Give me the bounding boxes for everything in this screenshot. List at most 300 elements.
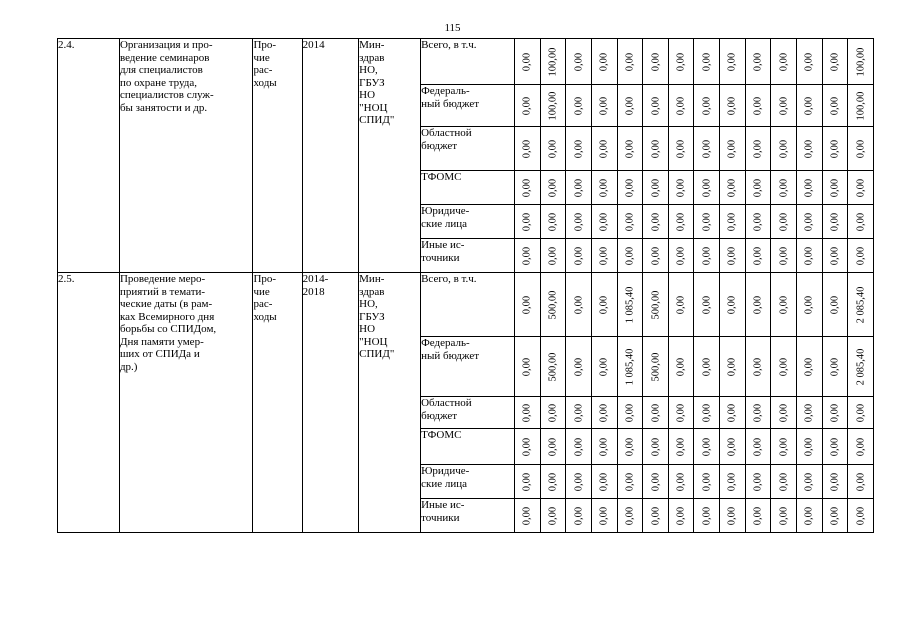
value-cell xyxy=(591,239,617,273)
value-cell xyxy=(694,127,720,171)
value-text: 0,00 xyxy=(752,403,764,422)
value-cell xyxy=(566,499,592,533)
value-cell xyxy=(540,397,566,429)
value-cell xyxy=(720,39,746,85)
value-cell xyxy=(694,39,720,85)
value-cell xyxy=(720,337,746,397)
value-text: 0,00 xyxy=(573,437,585,456)
value-text: 0,00 xyxy=(675,506,687,525)
value-text: 0,00 xyxy=(573,52,585,71)
expense-category-line: ходы xyxy=(253,76,277,89)
value-text: 0,00 xyxy=(701,96,713,115)
value-text: 500,00 xyxy=(650,290,662,319)
value-text: 0,00 xyxy=(573,96,585,115)
value-text: 0,00 xyxy=(701,139,713,158)
value-cell xyxy=(617,499,643,533)
value-text: 0,00 xyxy=(521,295,533,314)
item-name xyxy=(119,273,253,533)
value-cell xyxy=(771,337,797,397)
value-cell xyxy=(617,239,643,273)
value-text: 0,00 xyxy=(829,506,841,525)
value-cell xyxy=(745,499,771,533)
value-text: 0,00 xyxy=(829,246,841,265)
value-text: 0,00 xyxy=(778,295,790,314)
value-text: 0,00 xyxy=(624,178,636,197)
value-cell xyxy=(617,429,643,465)
value-cell xyxy=(822,171,848,205)
value-cell xyxy=(540,85,566,127)
value-text: 0,00 xyxy=(726,506,738,525)
value-text: 0,00 xyxy=(701,178,713,197)
value-cell xyxy=(745,337,771,397)
funding-source xyxy=(421,171,515,205)
value-cell xyxy=(643,205,669,239)
value-cell xyxy=(745,39,771,85)
expense-category-line: рас- xyxy=(253,298,273,310)
value-cell xyxy=(643,39,669,85)
executor-line: СПИД" xyxy=(359,114,395,126)
item-number: 2.5. xyxy=(58,273,120,533)
value-text: 0,00 xyxy=(778,472,790,491)
value-text: 0,00 xyxy=(675,295,687,314)
funding-source xyxy=(421,397,515,429)
funding-source-line: ские лица xyxy=(421,477,467,490)
value-text: 0,00 xyxy=(778,96,790,115)
value-cell xyxy=(668,85,694,127)
value-cell xyxy=(668,205,694,239)
value-cell xyxy=(745,465,771,499)
value-text: 0,00 xyxy=(547,506,559,525)
executor xyxy=(359,273,421,533)
value-text: 0,00 xyxy=(573,472,585,491)
value-text: 0,00 xyxy=(547,139,559,158)
value-cell xyxy=(540,499,566,533)
executor-line: СПИД" xyxy=(359,348,395,360)
executor-line: НО, xyxy=(359,298,378,310)
value-text: 2 085,40 xyxy=(855,348,867,385)
value-cell xyxy=(617,337,643,397)
value-cell xyxy=(591,39,617,85)
value-text: 0,00 xyxy=(752,178,764,197)
value-cell xyxy=(848,171,874,205)
value-cell xyxy=(540,239,566,273)
value-text: 0,00 xyxy=(829,178,841,197)
value-text: 0,00 xyxy=(855,246,867,265)
funding-source xyxy=(421,337,515,397)
value-text: 0,00 xyxy=(701,437,713,456)
value-text: 1 085,40 xyxy=(624,348,636,385)
funding-source-line: Юридиче- xyxy=(421,465,470,477)
value-text: 100,00 xyxy=(547,91,559,120)
value-text: 0,00 xyxy=(624,96,636,115)
funding-source xyxy=(421,85,515,127)
value-cell xyxy=(745,429,771,465)
value-text: 0,00 xyxy=(624,139,636,158)
value-text: 0,00 xyxy=(778,212,790,231)
value-cell xyxy=(643,171,669,205)
value-cell xyxy=(796,171,822,205)
value-text: 0,00 xyxy=(829,139,841,158)
value-text: 0,00 xyxy=(752,357,764,376)
value-text: 0,00 xyxy=(573,178,585,197)
item-name-line: ших от СПИДа и xyxy=(119,348,200,360)
years xyxy=(302,273,359,533)
item-name-line: Дня памяти умер- xyxy=(119,335,204,348)
value-text: 0,00 xyxy=(855,506,867,525)
expense-category xyxy=(253,273,302,533)
value-text: 0,00 xyxy=(675,246,687,265)
value-text: 0,00 xyxy=(752,96,764,115)
value-text: 100,00 xyxy=(855,91,867,120)
value-cell xyxy=(566,127,592,171)
executor-line: "НОЦ xyxy=(359,101,388,114)
years-line: 2014 xyxy=(302,39,325,51)
funding-source-line: Юридиче- xyxy=(421,205,470,217)
value-text: 0,00 xyxy=(726,139,738,158)
value-cell xyxy=(745,273,771,337)
value-text: 0,00 xyxy=(778,52,790,71)
executor-line: НО xyxy=(359,323,376,335)
value-cell xyxy=(515,397,541,429)
funding-source-line: ный бюджет xyxy=(421,97,480,110)
value-text: 0,00 xyxy=(521,506,533,525)
value-cell xyxy=(796,85,822,127)
value-text: 0,00 xyxy=(778,506,790,525)
funding-source xyxy=(421,205,515,239)
value-cell xyxy=(515,85,541,127)
funding-source xyxy=(421,499,515,533)
funding-source xyxy=(421,127,515,171)
value-cell xyxy=(796,205,822,239)
value-cell xyxy=(668,429,694,465)
value-text: 0,00 xyxy=(855,403,867,422)
value-cell xyxy=(566,239,592,273)
value-cell xyxy=(745,239,771,273)
value-text: 0,00 xyxy=(829,472,841,491)
item-name-line: Организация и про- xyxy=(119,39,213,51)
value-text: 0,00 xyxy=(726,472,738,491)
value-text: 0,00 xyxy=(803,178,815,197)
value-cell xyxy=(694,499,720,533)
value-text: 0,00 xyxy=(752,212,764,231)
value-text: 0,00 xyxy=(752,295,764,314)
value-text: 0,00 xyxy=(547,472,559,491)
value-text: 100,00 xyxy=(855,47,867,76)
value-text: 0,00 xyxy=(829,212,841,231)
value-text: 0,00 xyxy=(701,357,713,376)
value-text: 500,00 xyxy=(547,290,559,319)
value-text: 0,00 xyxy=(521,52,533,71)
value-cell xyxy=(566,465,592,499)
item-name-line: приятий в темати- xyxy=(119,285,206,298)
value-cell xyxy=(694,273,720,337)
value-text: 500,00 xyxy=(650,352,662,381)
value-cell xyxy=(771,239,797,273)
value-cell xyxy=(771,273,797,337)
value-cell xyxy=(796,337,822,397)
value-cell xyxy=(643,499,669,533)
value-text: 0,00 xyxy=(675,139,687,158)
value-cell xyxy=(515,273,541,337)
value-cell xyxy=(515,499,541,533)
value-cell xyxy=(591,205,617,239)
value-cell xyxy=(668,127,694,171)
value-cell xyxy=(617,273,643,337)
funding-source-line: Всего, в т.ч. xyxy=(421,273,477,285)
value-text: 0,00 xyxy=(521,178,533,197)
years xyxy=(302,39,359,273)
value-cell xyxy=(745,171,771,205)
value-cell xyxy=(617,85,643,127)
funding-source-line: точники xyxy=(421,251,460,264)
value-text: 0,00 xyxy=(675,403,687,422)
value-text: 0,00 xyxy=(803,357,815,376)
value-text: 0,00 xyxy=(598,403,610,422)
value-cell xyxy=(694,239,720,273)
value-cell xyxy=(540,273,566,337)
page-number: 115 xyxy=(444,22,461,34)
value-cell xyxy=(822,337,848,397)
value-cell xyxy=(720,429,746,465)
value-cell xyxy=(566,273,592,337)
value-text: 0,00 xyxy=(650,178,662,197)
value-cell xyxy=(796,273,822,337)
funding-source xyxy=(421,429,515,465)
value-cell xyxy=(771,465,797,499)
value-text: 0,00 xyxy=(650,506,662,525)
expense-category-line: чие xyxy=(253,285,270,298)
value-text: 0,00 xyxy=(752,506,764,525)
item-number: 2.4. xyxy=(58,39,120,273)
value-cell xyxy=(643,337,669,397)
value-cell xyxy=(617,171,643,205)
item-name-line: по охране труда, xyxy=(119,76,198,89)
executor xyxy=(359,39,421,273)
value-text: 0,00 xyxy=(624,403,636,422)
funding-source xyxy=(421,39,515,85)
value-text: 0,00 xyxy=(598,357,610,376)
value-cell xyxy=(566,85,592,127)
funding-source-line: Федераль- xyxy=(421,337,470,349)
value-text: 0,00 xyxy=(701,506,713,525)
value-cell xyxy=(720,465,746,499)
value-cell xyxy=(668,239,694,273)
value-cell xyxy=(848,337,874,397)
value-cell xyxy=(617,127,643,171)
value-cell xyxy=(848,85,874,127)
value-text: 0,00 xyxy=(778,178,790,197)
value-cell xyxy=(515,337,541,397)
value-cell xyxy=(515,205,541,239)
value-cell xyxy=(822,205,848,239)
value-cell xyxy=(540,127,566,171)
value-cell xyxy=(515,171,541,205)
value-text: 0,00 xyxy=(778,357,790,376)
value-text: 0,00 xyxy=(855,178,867,197)
value-text: 0,00 xyxy=(624,472,636,491)
value-text: 0,00 xyxy=(598,506,610,525)
value-cell xyxy=(848,273,874,337)
value-cell xyxy=(771,85,797,127)
value-text: 0,00 xyxy=(573,506,585,525)
value-cell xyxy=(822,397,848,429)
value-cell xyxy=(515,127,541,171)
value-text: 0,00 xyxy=(803,472,815,491)
value-text: 0,00 xyxy=(829,96,841,115)
value-cell xyxy=(591,127,617,171)
expense-category-line: Про- xyxy=(253,39,277,51)
value-cell xyxy=(822,85,848,127)
value-text: 0,00 xyxy=(829,295,841,314)
value-text: 0,00 xyxy=(855,472,867,491)
value-text: 0,00 xyxy=(650,52,662,71)
value-text: 0,00 xyxy=(521,357,533,376)
value-text: 0,00 xyxy=(547,212,559,231)
value-text: 0,00 xyxy=(726,357,738,376)
funding-source-line: Иные ис- xyxy=(421,239,465,251)
value-text: 0,00 xyxy=(829,403,841,422)
value-cell xyxy=(668,397,694,429)
value-cell xyxy=(822,127,848,171)
value-text: 0,00 xyxy=(675,437,687,456)
budget-table xyxy=(57,38,874,533)
value-text: 0,00 xyxy=(701,295,713,314)
value-text: 0,00 xyxy=(675,212,687,231)
value-cell xyxy=(848,39,874,85)
expense-category-line: ходы xyxy=(253,310,277,323)
value-text: 0,00 xyxy=(726,212,738,231)
value-text: 0,00 xyxy=(778,403,790,422)
expense-category xyxy=(253,39,302,273)
value-text: 2 085,40 xyxy=(855,286,867,323)
value-text: 0,00 xyxy=(650,403,662,422)
value-cell xyxy=(617,465,643,499)
item-name-line: ках Всемирного дня xyxy=(119,310,215,323)
value-cell xyxy=(694,205,720,239)
value-text: 0,00 xyxy=(650,96,662,115)
value-text: 0,00 xyxy=(521,403,533,422)
value-text: 0,00 xyxy=(598,246,610,265)
value-cell xyxy=(566,337,592,397)
value-cell xyxy=(771,397,797,429)
value-cell xyxy=(566,397,592,429)
value-text: 0,00 xyxy=(547,178,559,197)
value-text: 0,00 xyxy=(547,246,559,265)
value-text: 0,00 xyxy=(675,178,687,197)
value-text: 0,00 xyxy=(547,403,559,422)
table-row xyxy=(58,39,874,85)
value-text: 0,00 xyxy=(650,212,662,231)
value-text: 500,00 xyxy=(547,352,559,381)
funding-source xyxy=(421,465,515,499)
item-name-line: ческие даты (в рам- xyxy=(119,298,213,310)
value-cell xyxy=(643,127,669,171)
funding-source-line: ный бюджет xyxy=(421,349,480,362)
value-text: 0,00 xyxy=(829,437,841,456)
value-text: 0,00 xyxy=(573,357,585,376)
value-text: 0,00 xyxy=(701,212,713,231)
value-cell xyxy=(848,397,874,429)
value-cell xyxy=(796,127,822,171)
value-cell xyxy=(848,127,874,171)
value-cell xyxy=(822,39,848,85)
value-cell xyxy=(745,85,771,127)
value-cell xyxy=(668,171,694,205)
funding-source-line: Областной xyxy=(421,127,472,139)
item-name-line: специалистов служ- xyxy=(119,89,214,101)
value-text: 0,00 xyxy=(778,437,790,456)
value-text: 0,00 xyxy=(829,357,841,376)
value-cell xyxy=(540,337,566,397)
value-text: 0,00 xyxy=(573,403,585,422)
value-cell xyxy=(643,273,669,337)
value-cell xyxy=(745,127,771,171)
value-text: 0,00 xyxy=(829,52,841,71)
funding-source-line: ТФОМС xyxy=(421,171,462,183)
value-text: 0,00 xyxy=(803,139,815,158)
value-cell xyxy=(617,39,643,85)
value-text: 0,00 xyxy=(598,139,610,158)
value-cell xyxy=(796,397,822,429)
funding-source-line: бюджет xyxy=(421,139,458,152)
value-cell xyxy=(720,239,746,273)
value-text: 0,00 xyxy=(675,52,687,71)
value-text: 0,00 xyxy=(803,506,815,525)
value-text: 0,00 xyxy=(726,96,738,115)
value-text: 0,00 xyxy=(650,437,662,456)
value-cell xyxy=(591,397,617,429)
value-cell xyxy=(591,429,617,465)
value-cell xyxy=(566,205,592,239)
value-cell xyxy=(848,465,874,499)
value-cell xyxy=(822,239,848,273)
value-cell xyxy=(591,499,617,533)
value-cell xyxy=(566,39,592,85)
value-cell xyxy=(745,205,771,239)
value-text: 0,00 xyxy=(701,403,713,422)
value-cell xyxy=(848,205,874,239)
value-cell xyxy=(720,171,746,205)
value-text: 0,00 xyxy=(675,96,687,115)
value-cell xyxy=(745,397,771,429)
item-name xyxy=(119,39,253,273)
expense-category-line: чие xyxy=(253,51,270,64)
executor-line: "НОЦ xyxy=(359,335,388,348)
value-cell xyxy=(668,273,694,337)
value-cell xyxy=(694,171,720,205)
value-cell xyxy=(643,239,669,273)
value-cell xyxy=(668,499,694,533)
value-text: 0,00 xyxy=(675,472,687,491)
value-cell xyxy=(771,127,797,171)
value-cell xyxy=(720,85,746,127)
item-name-line: Проведение меро- xyxy=(119,273,206,285)
value-cell xyxy=(643,429,669,465)
years-line: 2018 xyxy=(302,285,325,298)
value-cell xyxy=(796,499,822,533)
value-text: 0,00 xyxy=(598,96,610,115)
item-name-line: для специалистов xyxy=(119,64,203,76)
funding-source-line: Федераль- xyxy=(421,85,470,97)
value-cell xyxy=(848,499,874,533)
value-cell xyxy=(848,239,874,273)
value-text: 0,00 xyxy=(521,246,533,265)
value-text: 0,00 xyxy=(803,52,815,71)
value-cell xyxy=(796,429,822,465)
value-cell xyxy=(720,127,746,171)
value-text: 0,00 xyxy=(650,246,662,265)
funding-source-line: Областной xyxy=(421,397,472,409)
